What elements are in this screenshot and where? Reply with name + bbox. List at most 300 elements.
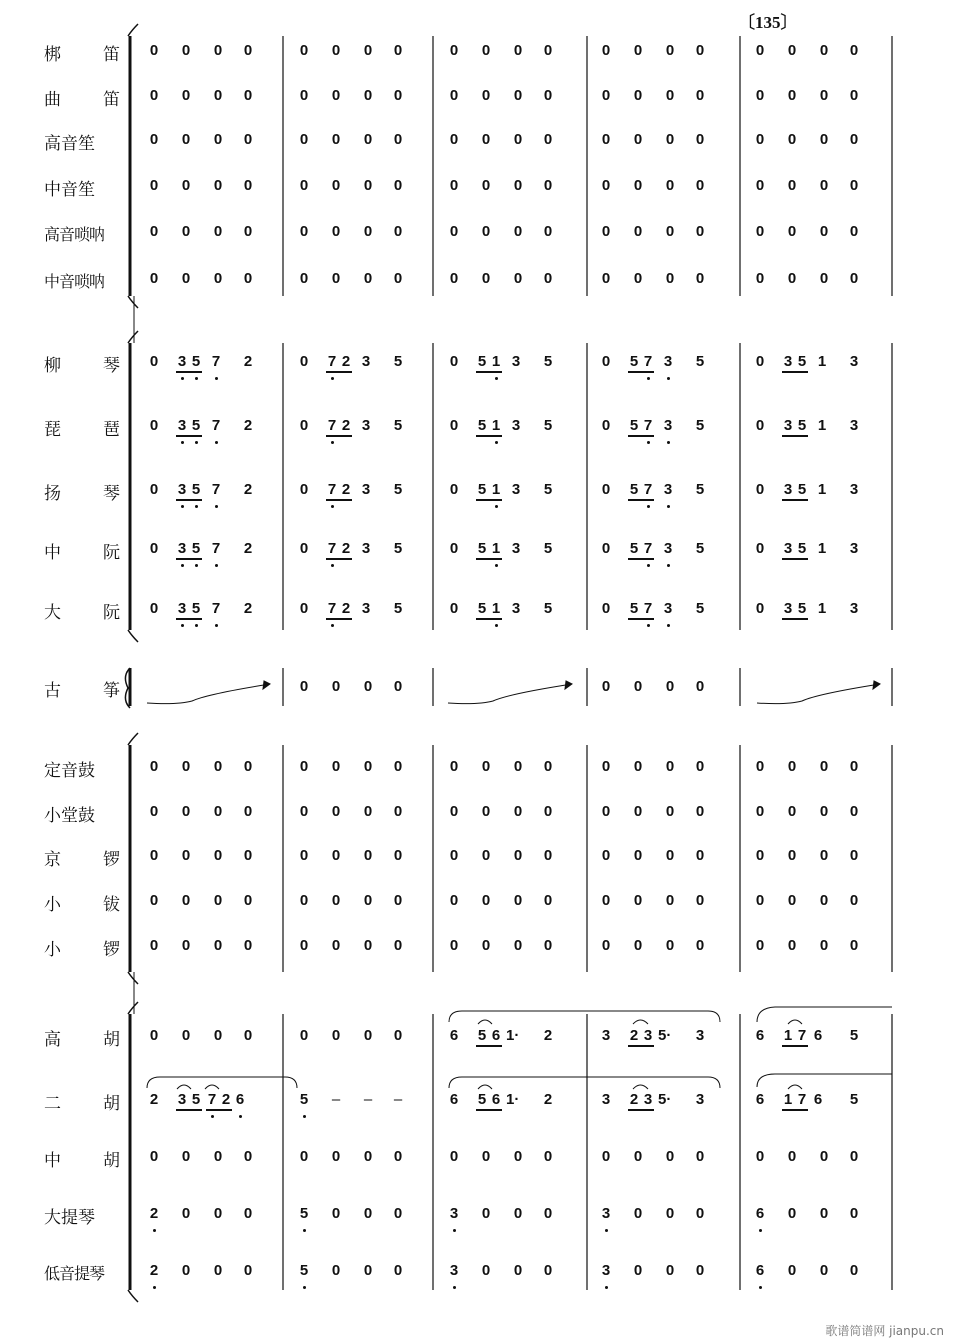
- note: 5: [299, 1262, 309, 1279]
- note: 0: [299, 847, 309, 864]
- note: 0: [849, 223, 859, 240]
- bracket-hook-bottom: [128, 972, 138, 984]
- note: 3: [663, 481, 673, 498]
- note: 0: [665, 892, 675, 909]
- note: 1: [817, 481, 827, 498]
- note: 3: [449, 1262, 459, 1279]
- note: 0: [213, 1262, 223, 1279]
- note: 0: [633, 270, 643, 287]
- note: 0: [213, 177, 223, 194]
- note: 0: [787, 758, 797, 775]
- note: 0: [755, 600, 765, 617]
- tie: [478, 1085, 492, 1089]
- note: 1: [817, 600, 827, 617]
- note: 0: [149, 1148, 159, 1165]
- note: 7: [327, 481, 337, 498]
- note: 5: [191, 540, 201, 557]
- note: 0: [601, 481, 611, 498]
- note: 0: [787, 1205, 797, 1222]
- note: 0: [449, 1148, 459, 1165]
- note: 0: [695, 177, 705, 194]
- instrument-label-dingyingu: 定音鼓: [44, 760, 95, 781]
- note: 0: [787, 42, 797, 59]
- note: 0: [213, 847, 223, 864]
- note: 0: [665, 758, 675, 775]
- note: 0: [363, 223, 373, 240]
- note: 0: [481, 42, 491, 59]
- note: 0: [149, 417, 159, 434]
- note: 0: [393, 892, 403, 909]
- note: 0: [243, 177, 253, 194]
- note: 0: [849, 1262, 859, 1279]
- note: 2: [543, 1027, 553, 1044]
- label-char: 柳: [44, 355, 61, 376]
- note: 0: [755, 847, 765, 864]
- note: 3: [783, 417, 793, 434]
- note: 0: [633, 758, 643, 775]
- note: 0: [755, 177, 765, 194]
- note: 0: [819, 803, 829, 820]
- watermark: 歌谱简谱网 jianpu.cn: [825, 1324, 944, 1338]
- label-char: 琵: [44, 419, 61, 440]
- instrument-label-xiaoluo: [44, 935, 120, 959]
- note: 0: [849, 131, 859, 148]
- note: 0: [849, 758, 859, 775]
- note: 0: [181, 758, 191, 775]
- note: 0: [481, 937, 491, 954]
- note: 0: [243, 758, 253, 775]
- note: 0: [787, 1148, 797, 1165]
- instrument-label-gaoyinsuona: 高音唢呐: [44, 224, 105, 244]
- note: 0: [601, 417, 611, 434]
- instrument-label-zhongruan: [44, 538, 120, 562]
- label-char: 京: [44, 849, 61, 870]
- note: 0: [819, 1205, 829, 1222]
- note: 3: [177, 417, 187, 434]
- note: 0: [755, 353, 765, 370]
- note: 0: [481, 223, 491, 240]
- note: 0: [299, 600, 309, 617]
- note: 0: [299, 87, 309, 104]
- note: 3: [601, 1091, 611, 1108]
- note: 1: [491, 481, 501, 498]
- note: 0: [695, 892, 705, 909]
- note: 3: [511, 481, 521, 498]
- label-char: 琴: [103, 483, 120, 504]
- label-char: 锣: [103, 939, 120, 960]
- note: 7: [211, 481, 221, 498]
- note: 0: [755, 417, 765, 434]
- note: 5: [543, 481, 553, 498]
- note: 0: [513, 87, 523, 104]
- note: 3: [177, 540, 187, 557]
- note: 0: [849, 937, 859, 954]
- note: 7: [643, 481, 653, 498]
- note: 0: [755, 481, 765, 498]
- note: 0: [181, 87, 191, 104]
- note: 0: [331, 892, 341, 909]
- note: 0: [449, 353, 459, 370]
- instrument-label-liuqin: [44, 351, 120, 375]
- note: 0: [601, 1148, 611, 1165]
- note: 6: [491, 1027, 501, 1044]
- note: 2: [629, 1091, 639, 1108]
- note: 0: [331, 678, 341, 695]
- note: 0: [213, 1205, 223, 1222]
- note: 0: [633, 87, 643, 104]
- note: 0: [543, 270, 553, 287]
- label-char: 小: [44, 939, 61, 960]
- note: 7: [327, 600, 337, 617]
- glissando-arrow: [565, 681, 572, 689]
- note: 0: [819, 87, 829, 104]
- note: 3: [601, 1205, 611, 1222]
- note: 0: [363, 1205, 373, 1222]
- note: 0: [363, 1027, 373, 1044]
- note: 5: [393, 481, 403, 498]
- note: 0: [819, 1262, 829, 1279]
- label-char: 胡: [103, 1150, 120, 1171]
- note: 1: [817, 353, 827, 370]
- note: 0: [363, 270, 373, 287]
- note: 2: [543, 1091, 553, 1108]
- note: 5·: [658, 1027, 672, 1044]
- note: 6: [755, 1205, 765, 1222]
- note: 0: [543, 131, 553, 148]
- note: 2: [341, 481, 351, 498]
- note: 0: [819, 223, 829, 240]
- note: 0: [363, 1148, 373, 1165]
- note: 0: [393, 87, 403, 104]
- note: 0: [601, 937, 611, 954]
- note: 3: [601, 1027, 611, 1044]
- note: 0: [601, 803, 611, 820]
- note: 0: [481, 87, 491, 104]
- note: 0: [213, 803, 223, 820]
- note: 0: [149, 937, 159, 954]
- tie: [633, 1020, 648, 1024]
- note: 0: [513, 847, 523, 864]
- note: 0: [363, 131, 373, 148]
- instrument-label-gaohu: [44, 1025, 120, 1049]
- label-char: 曲: [44, 89, 61, 110]
- note: 0: [481, 803, 491, 820]
- note: 0: [243, 131, 253, 148]
- note: 0: [449, 42, 459, 59]
- note: 0: [695, 1262, 705, 1279]
- note: 0: [299, 481, 309, 498]
- instrument-label-zhongyinsheng: 中音笙: [44, 179, 95, 200]
- tie: [633, 1085, 648, 1089]
- note: 1: [491, 417, 501, 434]
- note: 0: [481, 758, 491, 775]
- note: 0: [543, 177, 553, 194]
- note: 0: [213, 42, 223, 59]
- note: 7: [211, 600, 221, 617]
- bracket-hook-top: [128, 1002, 138, 1014]
- note: 3: [361, 353, 371, 370]
- glissando-line: [757, 684, 880, 704]
- note: 6: [755, 1262, 765, 1279]
- note: 0: [601, 847, 611, 864]
- note: 3: [511, 540, 521, 557]
- bracket-hook-top: [128, 24, 138, 36]
- note: 0: [363, 892, 373, 909]
- note: 0: [633, 803, 643, 820]
- note: 5: [299, 1205, 309, 1222]
- note: 0: [449, 417, 459, 434]
- note: 0: [149, 803, 159, 820]
- note: 3: [663, 600, 673, 617]
- note: 5: [543, 540, 553, 557]
- note: 3: [783, 600, 793, 617]
- instrument-label-zhonghu: [44, 1146, 120, 1170]
- note: 0: [393, 803, 403, 820]
- note: 0: [393, 270, 403, 287]
- note: 0: [543, 42, 553, 59]
- note: 0: [213, 270, 223, 287]
- note: 7: [643, 540, 653, 557]
- note: 0: [601, 678, 611, 695]
- note: 0: [393, 758, 403, 775]
- note: 3: [449, 1205, 459, 1222]
- note: 0: [601, 177, 611, 194]
- instrument-label-diyintiqin: 低音提琴: [44, 1263, 105, 1283]
- note: 0: [513, 1262, 523, 1279]
- note: 5·: [658, 1091, 672, 1108]
- note: 0: [695, 678, 705, 695]
- note: 2: [149, 1205, 159, 1222]
- note: 0: [243, 892, 253, 909]
- note: 2: [149, 1091, 159, 1108]
- note: 3: [511, 417, 521, 434]
- note: 0: [665, 1148, 675, 1165]
- note: 0: [449, 481, 459, 498]
- note: 0: [543, 87, 553, 104]
- glissando-arrow: [263, 681, 270, 689]
- note: 0: [543, 892, 553, 909]
- note: 7: [797, 1091, 807, 1108]
- note: 3: [849, 417, 859, 434]
- note: 3: [361, 481, 371, 498]
- instrument-label-guzheng: [44, 676, 120, 700]
- note: 0: [299, 417, 309, 434]
- note: 0: [213, 758, 223, 775]
- note: 3: [663, 540, 673, 557]
- note: 0: [787, 177, 797, 194]
- note: 3: [849, 481, 859, 498]
- label-char: 古: [44, 680, 61, 701]
- note: 6: [813, 1091, 823, 1108]
- note: 7: [211, 353, 221, 370]
- note: 0: [149, 1027, 159, 1044]
- note: 5: [191, 481, 201, 498]
- note: 0: [181, 892, 191, 909]
- note: 0: [633, 1148, 643, 1165]
- note: 0: [543, 1148, 553, 1165]
- note: 0: [331, 87, 341, 104]
- note: 0: [363, 847, 373, 864]
- note: 0: [849, 847, 859, 864]
- note: 0: [633, 678, 643, 695]
- note: 6: [813, 1027, 823, 1044]
- note: 0: [213, 937, 223, 954]
- note: 0: [819, 177, 829, 194]
- note: 0: [513, 270, 523, 287]
- instrument-label-erhu: [44, 1089, 120, 1113]
- note: 0: [393, 937, 403, 954]
- label-char: 琶: [103, 419, 120, 440]
- note: 0: [665, 42, 675, 59]
- note: 0: [181, 1262, 191, 1279]
- note: 5: [393, 600, 403, 617]
- note: 0: [755, 803, 765, 820]
- note: 0: [695, 758, 705, 775]
- note: 0: [243, 87, 253, 104]
- note: 0: [755, 540, 765, 557]
- note: 5: [477, 481, 487, 498]
- note: 0: [393, 177, 403, 194]
- note: 0: [393, 1262, 403, 1279]
- note: 3: [361, 540, 371, 557]
- note: 0: [331, 1262, 341, 1279]
- note: 7: [211, 417, 221, 434]
- note: 0: [665, 270, 675, 287]
- note: 1: [817, 540, 827, 557]
- note: 7: [643, 417, 653, 434]
- label-char: 筝: [103, 680, 120, 701]
- note: 0: [363, 937, 373, 954]
- note: 5: [629, 353, 639, 370]
- note: 0: [181, 1205, 191, 1222]
- note: 0: [449, 937, 459, 954]
- note: 5: [543, 353, 553, 370]
- note: 5: [629, 417, 639, 434]
- tie: [788, 1020, 802, 1024]
- note: 0: [513, 177, 523, 194]
- glissando-line: [448, 684, 572, 704]
- note: 0: [787, 270, 797, 287]
- note: 0: [849, 42, 859, 59]
- phrase-slur: [449, 1011, 720, 1022]
- tie: [478, 1020, 492, 1024]
- note: 0: [393, 1148, 403, 1165]
- note: 0: [665, 937, 675, 954]
- note: 5: [191, 353, 201, 370]
- note: 5: [849, 1091, 859, 1108]
- note: 7: [797, 1027, 807, 1044]
- note: 0: [243, 223, 253, 240]
- note: 0: [543, 1205, 553, 1222]
- note: 0: [449, 847, 459, 864]
- note: 0: [787, 847, 797, 864]
- note: 0: [299, 131, 309, 148]
- note: 0: [695, 42, 705, 59]
- note: 0: [149, 87, 159, 104]
- note: 5: [629, 600, 639, 617]
- note: 0: [755, 87, 765, 104]
- note: 0: [481, 892, 491, 909]
- note: 0: [331, 1205, 341, 1222]
- bracket-hook-bottom: [128, 1290, 138, 1302]
- sustain-dash: –: [331, 1091, 341, 1108]
- note: 2: [243, 481, 253, 498]
- label-char: 大: [44, 602, 61, 623]
- note: 7: [327, 353, 337, 370]
- note: 0: [849, 87, 859, 104]
- note: 5: [797, 540, 807, 557]
- note: 0: [331, 177, 341, 194]
- note: 0: [243, 1148, 253, 1165]
- note: 6: [755, 1091, 765, 1108]
- note: 3: [361, 417, 371, 434]
- bracket-hook-top: [128, 331, 138, 343]
- note: 0: [299, 223, 309, 240]
- note: 0: [331, 847, 341, 864]
- note: 0: [665, 847, 675, 864]
- note: 0: [449, 758, 459, 775]
- note: 0: [755, 892, 765, 909]
- note: 0: [331, 42, 341, 59]
- note: 0: [449, 892, 459, 909]
- note: 3: [643, 1027, 653, 1044]
- note: 7: [207, 1091, 217, 1108]
- note: 5: [629, 481, 639, 498]
- note: 3: [695, 1091, 705, 1108]
- label-char: 阮: [103, 602, 120, 623]
- instrument-label-gaoyinsheng: 高音笙: [44, 133, 95, 154]
- note: 7: [327, 417, 337, 434]
- note: 0: [149, 270, 159, 287]
- label-char: 高: [44, 1029, 61, 1050]
- note: 1: [491, 353, 501, 370]
- note: 5: [849, 1027, 859, 1044]
- note: 0: [849, 1205, 859, 1222]
- note: 0: [755, 131, 765, 148]
- note: 0: [665, 131, 675, 148]
- note: 1: [491, 540, 501, 557]
- label-char: 钹: [103, 894, 120, 915]
- note: 0: [695, 1205, 705, 1222]
- note: 6: [491, 1091, 501, 1108]
- note: 0: [243, 42, 253, 59]
- note: 0: [787, 803, 797, 820]
- note: 0: [849, 270, 859, 287]
- note: 2: [243, 353, 253, 370]
- note: 2: [221, 1091, 231, 1108]
- note: 0: [601, 758, 611, 775]
- note: 5: [477, 417, 487, 434]
- note: 5: [393, 417, 403, 434]
- label-char: 阮: [103, 542, 120, 563]
- glissando-line: [147, 684, 270, 704]
- note: 0: [513, 1148, 523, 1165]
- instrument-label-bangdi: [44, 40, 120, 64]
- note: 1·: [506, 1027, 520, 1044]
- note: 0: [481, 1205, 491, 1222]
- note: 0: [393, 847, 403, 864]
- note: 0: [819, 758, 829, 775]
- note: 0: [243, 1027, 253, 1044]
- note: 0: [819, 270, 829, 287]
- note: 0: [331, 131, 341, 148]
- note: 2: [341, 417, 351, 434]
- note: 0: [393, 223, 403, 240]
- note: 0: [633, 131, 643, 148]
- note: 0: [513, 42, 523, 59]
- note: 0: [213, 131, 223, 148]
- note: 0: [481, 270, 491, 287]
